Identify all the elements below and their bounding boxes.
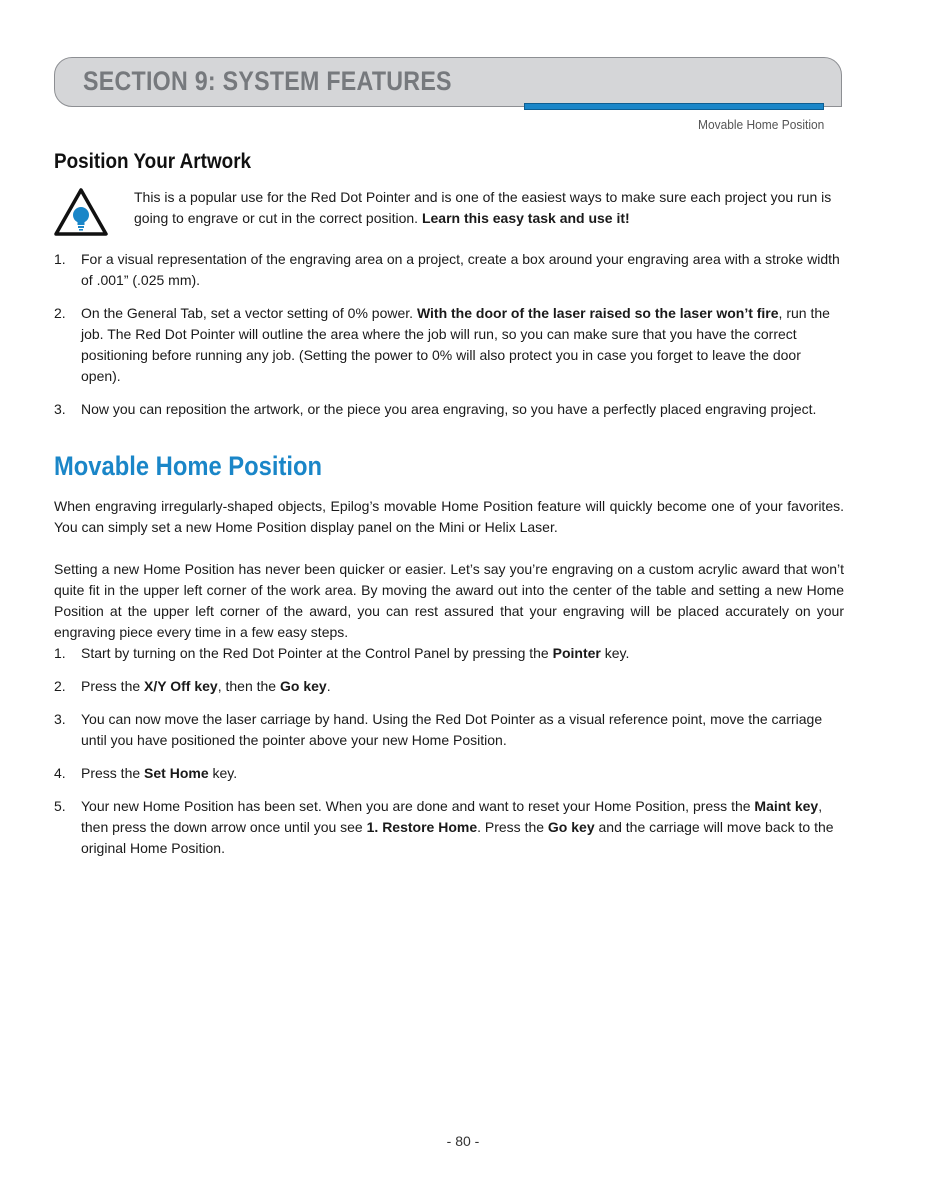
section-title: SECTION 9: SYSTEM FEATURES bbox=[83, 66, 452, 96]
list-item: 1. Start by turning on the Red Dot Pointer at the Control Panel by pressing the Pointer key. bbox=[54, 645, 630, 661]
list-item: 3. Now you can reposition the artwork, or the piece you area engraving, so you have a perfectly placed engraving project. bbox=[54, 401, 817, 417]
section-subtitle: Movable Home Position bbox=[697, 117, 824, 132]
position-artwork-heading: Position Your Artwork bbox=[54, 150, 252, 173]
page-content bbox=[54, 150, 844, 871]
page-number: - 80 - bbox=[446, 1133, 480, 1149]
movable-home-heading: Movable Home Position bbox=[54, 451, 323, 481]
tip-text: This is a popular use for the Red Dot Pointer and is one of the easiest ways to make sure each project you run is going to engrave or cut in the correct position. Learn this easy task and use it! bbox=[134, 189, 832, 226]
tip-callout bbox=[54, 187, 844, 249]
artwork-steps-list bbox=[54, 249, 844, 420]
home-steps-list bbox=[54, 643, 844, 859]
list-item: 4. Press the Set Home key. bbox=[54, 765, 238, 781]
list-item: 1. For a visual representation of the engraving area on a project, create a box around your engraving area with a stroke width of .001” (.025 mm). bbox=[54, 251, 840, 288]
list-item: 5. Your new Home Position has been set. When you are done and want to reset your Home Position, press the Maint key, then press the down arrow once until you see 1. Restore Home. Press the Go key and the carriage will move back to the original Home Position. bbox=[54, 798, 834, 856]
list-item: 3. You can now move the laser carriage by hand. Using the Red Dot Pointer as a visual reference point, move the carriage until you have positioned the pointer above your new Home Position. bbox=[54, 711, 823, 748]
movable-example-paragraph: Setting a new Home Position has never been quicker or easier. Let’s say you’re engraving on a custom acrylic award that won’t quite fit in the upper left corner of the work area. By moving the award out into the center of the table and setting a new Home Position at the upper left corner of the award, you can rest assured that your engraving will be placed accurately on your engraving piece every time in a few easy steps. bbox=[54, 561, 844, 640]
lightbulb-warning-icon bbox=[54, 187, 108, 237]
movable-intro-paragraph: When engraving irregularly-shaped objects, Epilog’s movable Home Position feature will quickly become one of your favorites. You can simply set a new Home Position display panel on the Mini or Helix Laser. bbox=[54, 498, 844, 535]
list-item: 2. On the General Tab, set a vector setting of 0% power. With the door of the laser raised so the laser won’t fire, run the job. The Red Dot Pointer will outline the area where the job will run, so you can make sure that you have the correct positioning before running any job. (Setting the power to 0% will also protect you in case you forget to leave the door open). bbox=[54, 305, 830, 384]
header-accent-bar bbox=[524, 103, 824, 110]
list-item: 2. Press the X/Y Off key, then the Go key. bbox=[54, 678, 331, 694]
